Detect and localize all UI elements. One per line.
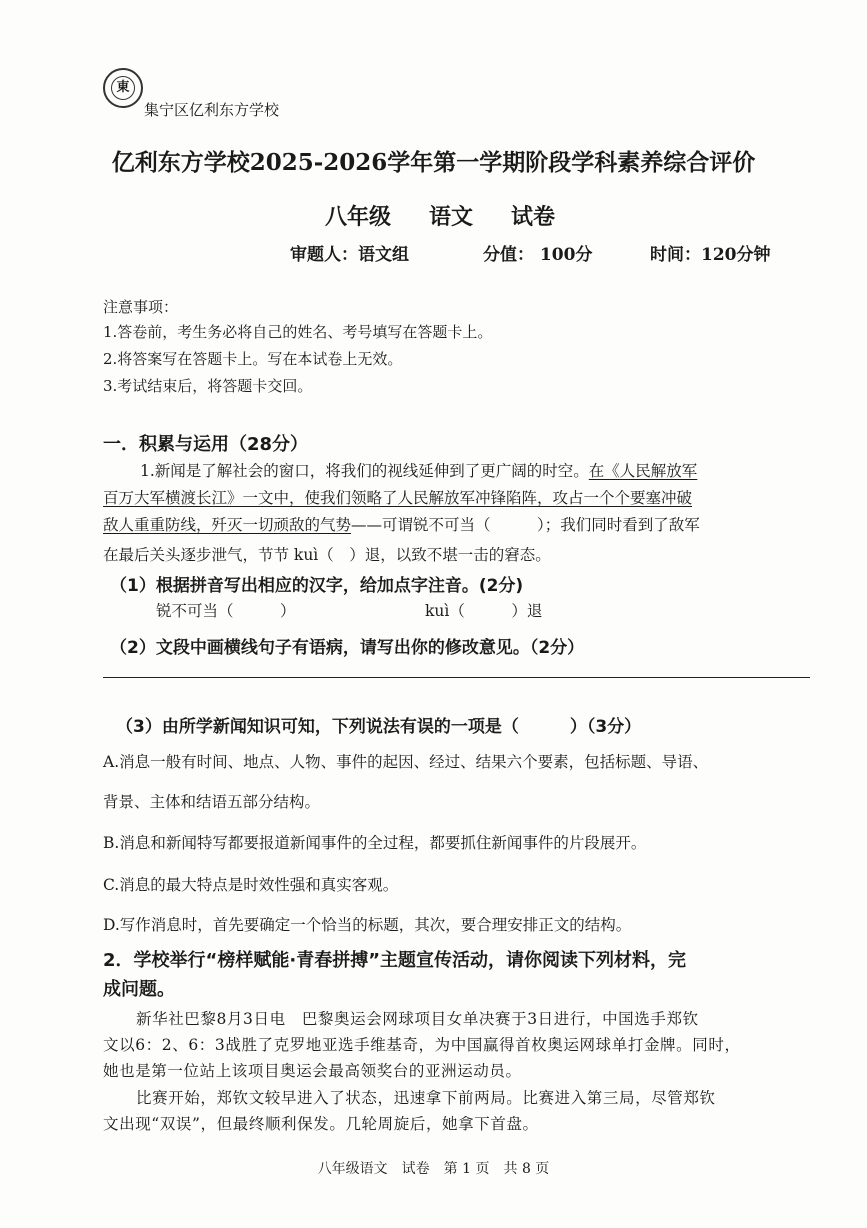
school-logo-emblem: 東 xyxy=(111,76,135,100)
note-item: 2.将答案写在答题卡上。写在本试卷上无效。 xyxy=(103,350,403,368)
school-logo xyxy=(103,68,143,108)
news-line: 她也是第一位站上该项目奥运会最高领奖台的亚洲运动员。 xyxy=(103,1062,522,1080)
paper-label: 试卷 xyxy=(511,204,556,230)
score-info: 分值： 100分 xyxy=(483,245,593,265)
option-c: C.消息的最大特点是时效性强和真实客观。 xyxy=(103,876,399,894)
q1-blank-b: kuì（ ）退 xyxy=(425,602,543,620)
q1-line2: 百万大军横渡长江》一文中，使我们领略了人民解放军冲锋陷阵，攻占一个个要塞冲破 xyxy=(103,489,693,507)
reviewer-info: 审题人：语文组 xyxy=(290,245,409,265)
q2-line1: 2．学校举行“榜样赋能·青春拼搏”主题宣传活动，请你阅读下列材料，完 xyxy=(103,950,687,971)
q1-line3 xyxy=(103,513,700,535)
section-heading: 一．积累与运用（28分） xyxy=(103,434,309,455)
subject-label: 语文 xyxy=(429,204,474,230)
news-line: 文以6：2、6：3战胜了克罗地亚选手维基奇，为中国赢得首枚奥运网球单打金牌。同时， xyxy=(103,1036,741,1054)
news-line: 比赛开始，郑钦文较早进入了状态，迅速拿下前两局。比赛进入第三局，尽管郑钦 xyxy=(136,1089,716,1107)
option-d: D.写作消息时，首先要确定一个恰当的标题，其次，要合理安排正文的结构。 xyxy=(103,916,632,934)
school-name: 集宁区亿利东方学校 xyxy=(144,101,280,119)
notes-heading: 注意事项： xyxy=(103,298,179,316)
option-a-cont: 背景、主体和结语五部分结构。 xyxy=(103,793,321,811)
q1-underlined-text: 在《人民解放军 xyxy=(588,462,698,480)
q1-sub3: （3）由所学新闻知识可知，下列说法有误的一项是（ ）（3分） xyxy=(116,717,642,737)
exam-subtitle xyxy=(325,200,555,231)
q1-line1 xyxy=(140,459,697,481)
q1-text: 1.新闻是了解社会的窗口，将我们的视线延伸到了更广阔的时空。 xyxy=(140,462,589,480)
note-item: 1.答卷前，考生务必将自己的姓名、考号填写在答题卡上。 xyxy=(103,323,493,341)
answer-line xyxy=(103,677,810,678)
news-line: 新华社巴黎8月3日电 巴黎奥运会网球项目女单决赛于3日进行，中国选手郑钦 xyxy=(136,1010,699,1028)
q1-blank-a: 锐不可当（ ） xyxy=(156,602,296,620)
note-item: 3.考试结束后，将答题卡交回。 xyxy=(103,377,313,395)
option-b: B.消息和新闻特写都要报道新闻事件的全过程，都要抓住新闻事件的片段展开。 xyxy=(103,834,647,852)
q1-sub1: （1）根据拼音写出相应的汉字，给加点字注音。(2分) xyxy=(110,576,524,596)
q1-sub2: （2）文段中画横线句子有语病，请写出你的修改意见。（2分） xyxy=(110,638,585,658)
q1-underlined-text: 敌人重重防线，歼灭一切顽敌的气势 xyxy=(103,516,352,534)
q2-line2: 成问题。 xyxy=(103,979,175,1000)
news-line: 文出现“双误”，但最终顺利保发。几轮周旋后，她拿下首盘。 xyxy=(103,1115,539,1133)
grade-label: 八年级 xyxy=(325,204,392,230)
q1-text: ——可谓锐不可当（ ）；我们同时看到了敌军 xyxy=(351,516,700,534)
exam-title: 亿利东方学校2025-2026学年第一学期阶段学科素养综合评价 xyxy=(111,149,756,176)
time-info: 时间：120分钟 xyxy=(650,245,771,265)
page-footer: 八年级语文 试卷 第 1 页 共 8 页 xyxy=(317,1161,550,1177)
q1-line4: 在最后关头逐步泄气，节节 kuì（ ）退，以致不堪一击的窘态。 xyxy=(103,546,551,564)
option-a: A.消息一般有时间、地点、人物、事件的起因、经过、结果六个要素，包括标题、导语、 xyxy=(103,753,709,771)
